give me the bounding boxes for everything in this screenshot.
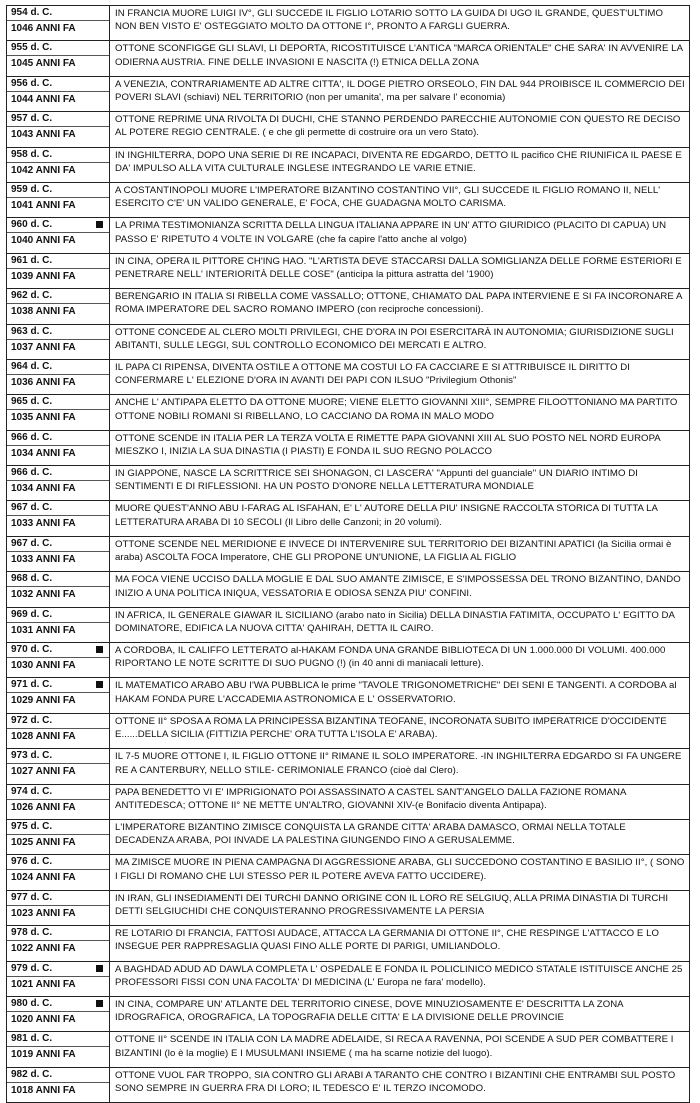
years-ago-label: 1032 ANNI FA [7, 586, 109, 602]
event-text: A CORDOBA, IL CALIFFO LETTERATO al-HAKAM FONDA UNA GRANDE BIBLIOTECA DI UN 1.000.000 DI VOLUMI. 400.000 RIPORTANO LE NOTE SCRITTE DI SUO PUGNO (!) (in 40 anni di maniacali letture). [110, 643, 690, 678]
date-cell [7, 643, 110, 678]
event-text: MA FOCA VIENE UCCISO DALLA MOGLIE E DAL SUO AMANTE ZIMISCE, E S'IMPOSSESSA DEL TRONO BIZANTINO, DANDO INIZIO A UNA POLITICA INIQUA, VESSATORIA E ODIOSA SENZA PIU' CONFINI. [110, 572, 690, 607]
years-ago-label: 1024 ANNI FA [7, 869, 109, 885]
event-text: OTTONE II° SPOSA A ROMA LA PRINCIPESSA BIZANTINA TEOFANE, INCORONATA SUBITO IMPERATRICE D'OCCIDENTE E......DELLA SICILIA (FITTIZIA PERCHE' ORA TUTTA L'ISOLA E' ARABA). [110, 713, 690, 748]
event-text: PAPA BENEDETTO VI E' IMPRIGIONATO POI ASSASSINATO A CASTEL SANT'ANGELO DALLA FAZIONE ROMANA ANTITEDESCA; OTTONE II° NE METTE UN'ALTRO, GIOVANNI XIV-(e Bonifacio diventa Antipapa). [110, 784, 690, 819]
years-ago-label: 1036 ANNI FA [7, 374, 109, 390]
year-label: 969 d. C. [11, 608, 53, 620]
years-ago-label: 1039 ANNI FA [7, 268, 109, 284]
year-label: 959 d. C. [11, 183, 53, 195]
years-ago-label: 1044 ANNI FA [7, 91, 109, 107]
year-label: 970 d. C. [11, 644, 53, 656]
year-label: 982 d. C. [11, 1068, 53, 1080]
table-row [7, 643, 690, 678]
date-cell [7, 819, 110, 854]
year-label: 974 d. C. [11, 785, 53, 797]
date-cell [7, 395, 110, 430]
years-ago-label: 1033 ANNI FA [7, 515, 109, 531]
year-label: 961 d. C. [11, 254, 53, 266]
date-cell [7, 359, 110, 394]
date-cell [7, 536, 110, 571]
table-row [7, 395, 690, 430]
years-ago-label: 1046 ANNI FA [7, 20, 109, 36]
event-text: OTTONE II° SCENDE IN ITALIA CON LA MADRE ADELAIDE, SI RECA A RAVENNA, POI SCENDE A SUD PER COMBATTERE I BIZANTINI (lo è la moglie) E I MUSULMANI INSIEME ( ma ha scarne notizie del luogo). [110, 1032, 690, 1067]
year-label: 967 d. C. [11, 537, 53, 549]
event-text: A BAGHDAD ADUD AD DAWLA COMPLETA L' OSPEDALE E FONDA IL POLICLINICO MEDICO STATALE ISTITUISCE ANCHE 25 PROFESSORI FISSI CON UNA FACOLTA' DI MEDICINA (L' Europa ne fara' modello). [110, 961, 690, 996]
event-text: OTTONE SCONFIGGE GLI SLAVI, LI DEPORTA, RICOSTITUISCE L'ANTICA "MARCA ORIENTALE" CHE SARA' IN AVVENIRE LA ODIERNA AUSTRIA. FINE DELLE INVASIONI E NASCITA (!) ETNICA DELLA ZONA [110, 41, 690, 76]
chronology-table [6, 5, 690, 1103]
years-ago-label: 1043 ANNI FA [7, 126, 109, 142]
table-row [7, 890, 690, 925]
years-ago-label: 1042 ANNI FA [7, 162, 109, 178]
table-row [7, 572, 690, 607]
years-ago-label: 1019 ANNI FA [7, 1046, 109, 1062]
highlight-square-icon [96, 965, 103, 972]
event-text: IL PAPA CI RIPENSA, DIVENTA OSTILE A OTTONE MA COSTUI LO FA CACCIARE E SI ATTRIBUISCE IL DIRITTO DI CONFERMARE L' ELEZIONE D'ORA IN AVANTI DEI PAPI CON ILSUO "Privilegium Othonis" [110, 359, 690, 394]
table-row [7, 289, 690, 324]
date-cell [7, 289, 110, 324]
event-text: BERENGARIO IN ITALIA SI RIBELLA COME VASSALLO; OTTONE, CHIAMATO DAL PAPA INTERVIENE E SI FA INCORONARE A ROMA IMPERATORE DEL SACRO ROMANO IMPERO (con reciproche concessioni). [110, 289, 690, 324]
table-row [7, 855, 690, 890]
date-cell [7, 749, 110, 784]
highlight-square-icon [96, 221, 103, 228]
date-cell [7, 890, 110, 925]
date-cell [7, 996, 110, 1031]
year-label: 981 d. C. [11, 1033, 53, 1045]
table-row [7, 41, 690, 76]
years-ago-label: 1038 ANNI FA [7, 303, 109, 319]
table-row [7, 536, 690, 571]
year-label: 967 d. C. [11, 502, 53, 514]
date-cell [7, 961, 110, 996]
year-label: 972 d. C. [11, 714, 53, 726]
date-cell [7, 112, 110, 147]
event-text: OTTONE VUOL FAR TROPPO, SIA CONTRO GLI ARABI A TARANTO CHE CONTRO I BIZANTINI CHE ENTRAMBI SUL POSTO SONO SEMPRE IN GUERRA FRA DI LORO; IL TEDESCO E' IL TERZO INCOMODO. [110, 1067, 690, 1102]
date-cell [7, 41, 110, 76]
date-cell [7, 678, 110, 713]
year-label: 976 d. C. [11, 856, 53, 868]
year-label: 957 d. C. [11, 113, 53, 125]
date-cell [7, 324, 110, 359]
table-row [7, 466, 690, 501]
table-row [7, 819, 690, 854]
years-ago-label: 1031 ANNI FA [7, 622, 109, 638]
year-label: 964 d. C. [11, 360, 53, 372]
event-text: OTTONE REPRIME UNA RIVOLTA DI DUCHI, CHE STANNO PERDENDO PARECCHIE AUTONOMIE CON QUESTO RE DECISO AL POTERE REGIO CENTRALE. ( e che gli permette di costruire ora un vero Stato). [110, 112, 690, 147]
event-text: ANCHE L' ANTIPAPA ELETTO DA OTTONE MUORE; VIENE ELETTO GIOVANNI XIII°, SEMPRE FILOOTTONIANO MA PARTITO OTTONE NOBILI ROMANI SI RIBELLANO, LO CACCIANO DA ROMA IN MALO MODO [110, 395, 690, 430]
table-row [7, 713, 690, 748]
table-row [7, 182, 690, 217]
years-ago-label: 1041 ANNI FA [7, 197, 109, 213]
year-label: 973 d. C. [11, 750, 53, 762]
year-label: 958 d. C. [11, 148, 53, 160]
date-cell [7, 607, 110, 642]
date-cell [7, 501, 110, 536]
date-cell [7, 466, 110, 501]
years-ago-label: 1045 ANNI FA [7, 55, 109, 71]
year-label: 962 d. C. [11, 290, 53, 302]
year-label: 971 d. C. [11, 679, 53, 691]
years-ago-label: 1040 ANNI FA [7, 232, 109, 248]
year-label: 977 d. C. [11, 891, 53, 903]
years-ago-label: 1037 ANNI FA [7, 339, 109, 355]
chronology-body [7, 6, 690, 1103]
event-text: IN FRANCIA MUORE LUIGI IV°, GLI SUCCEDE IL FIGLIO LOTARIO SOTTO LA GUIDA DI UGO IL GRANDE, QUEST'ULTIMO NON BEN VISTO E' OSTEGGIATO MOLTO DA OTTONE I°, PRONTO A FARGLI GUERRA. [110, 6, 690, 41]
event-text: OTTONE SCENDE NEL MERIDIONE E INVECE DI INTERVENIRE SUL TERRITORIO DEI BIZANTINI APATICI (la Sicilia ormai è araba) ASCOLTA FOCA Imperatore, CHE GLI PROPONE UN'UNIONE, LA FIGLIA AL FIGLIO [110, 536, 690, 571]
highlight-square-icon [96, 681, 103, 688]
table-row [7, 218, 690, 253]
table-row [7, 6, 690, 41]
years-ago-label: 1030 ANNI FA [7, 657, 109, 673]
highlight-square-icon [96, 646, 103, 653]
table-row [7, 961, 690, 996]
year-label: 965 d. C. [11, 396, 53, 408]
date-cell [7, 1032, 110, 1067]
event-text: MUORE QUEST'ANNO ABU I-FARAG AL ISFAHAN, E' L' AUTORE DELLA PIU' INSIGNE RACCOLTA STORICA DI TUTTA LA LETTERATURA ARABA DI 10 SECOLI (Il Libro delle Canzoni; in 20 volumi). [110, 501, 690, 536]
date-cell [7, 6, 110, 41]
table-row [7, 324, 690, 359]
years-ago-label: 1028 ANNI FA [7, 728, 109, 744]
year-label: 978 d. C. [11, 927, 53, 939]
table-row [7, 607, 690, 642]
years-ago-label: 1023 ANNI FA [7, 905, 109, 921]
table-row [7, 76, 690, 111]
years-ago-label: 1018 ANNI FA [7, 1082, 109, 1098]
event-text: OTTONE SCENDE IN ITALIA PER LA TERZA VOLTA E RIMETTE PAPA GIOVANNI XIII AL SUO POSTO NEL NORD EUROPA MIESZKO I, INIZIA LA SUA DINASTIA (I PIASTI) E FONDA IL SUO REGNO POLACCO [110, 430, 690, 465]
years-ago-label: 1025 ANNI FA [7, 834, 109, 850]
year-label: 960 d. C. [11, 219, 53, 231]
year-label: 956 d. C. [11, 77, 53, 89]
date-cell [7, 76, 110, 111]
year-label: 979 d. C. [11, 962, 53, 974]
event-text: A VENEZIA, CONTRARIAMENTE AD ALTRE CITTA', IL DOGE PIETRO ORSEOLO, FIN DAL 944 PROIBISCE IL COMMERCIO DEI POVERI SLAVI (schiavi) NEL TERRITORIO (non per umanita', ma per salvare l' economia) [110, 76, 690, 111]
table-row [7, 678, 690, 713]
event-text: IN CINA, COMPARE UN' ATLANTE DEL TERRITORIO CINESE, DOVE MINUZIOSAMENTE E' DESCRITTA LA ZONA IDROGRAFICA, OROGRAFICA, LA TOPOGRAFIA DELLE CITTA' E LA DIVISIONE DELLE PROVINCIE [110, 996, 690, 1031]
table-row [7, 1032, 690, 1067]
date-cell [7, 147, 110, 182]
chronology-table-wrapper [6, 5, 690, 1103]
date-cell [7, 430, 110, 465]
years-ago-label: 1035 ANNI FA [7, 409, 109, 425]
year-label: 968 d. C. [11, 573, 53, 585]
year-label: 966 d. C. [11, 431, 53, 443]
event-text: LA PRIMA TESTIMONIANZA SCRITTA DELLA LINGUA ITALIANA APPARE IN UN' ATTO GIURIDICO (PLACITO DI CAPUA) UN PASSO E' RIPETUTO 4 VOLTE IN VOLGARE (che fa capire l'atto anche al volgo) [110, 218, 690, 253]
years-ago-label: 1020 ANNI FA [7, 1011, 109, 1027]
year-label: 954 d. C. [11, 7, 53, 18]
date-cell [7, 784, 110, 819]
event-text: RE LOTARIO DI FRANCIA, FATTOSI AUDACE, ATTACCA LA GERMANIA DI OTTONE II°, CHE RESPINGE L'ATTACCO E LO INSEGUE PER RAPPRESAGLIA QUASI FINO ALLE PORTE DI PARIGI, UMILIANDOLO. [110, 926, 690, 961]
table-row [7, 926, 690, 961]
year-label: 955 d. C. [11, 42, 53, 54]
event-text: MA ZIMISCE MUORE IN PIENA CAMPAGNA DI AGGRESSIONE ARABA, GLI SUCCEDONO COSTANTINO E BASILIO II°, ( SONO I FIGLI DI ROMANO CHE LUI STESSO PER IL POTERE AVEVA FATTO UCCIDERE). [110, 855, 690, 890]
table-row [7, 359, 690, 394]
event-text: IN AFRICA, IL GENERALE GIAWAR IL SICILIANO (arabo nato in Sicilia) DELLA DINASTIA FATIMITA, OCCUPATO L' EGITTO DA DOMINATORE, EDIFICA LA NUOVA CITTA' QAHIRAH, DETTA IL CAIRO. [110, 607, 690, 642]
table-row [7, 996, 690, 1031]
years-ago-label: 1021 ANNI FA [7, 976, 109, 992]
year-label: 966 d. C. [11, 467, 53, 479]
event-text: IN CINA, OPERA IL PITTORE CH'ING HAO. "L'ARTISTA DEVE STACCARSI DALLA SOMIGLIANZA DELLE FORME ESTERIORI E PENETRARE NELL' INTERIORITÀ DELLE COSE" (anticipa la pittura astratta del '1900) [110, 253, 690, 288]
event-text: IL 7-5 MUORE OTTONE I, IL FIGLIO OTTONE II° RIMANE IL SOLO IMPERATORE. -IN INGHILTERRA EDGARDO SI FA UNGERE RE A CANTERBURY, NELLO STILE- CERIMONIALE FRANCO (cioè dal Clero). [110, 749, 690, 784]
event-text: IN INGHILTERRA, DOPO UNA SERIE DI RE INCAPACI, DIVENTA RE EDGARDO, DETTO IL pacifico CHE RIUNIFICA IL PAESE E DA' IMPULSO ALLA VITA CULTURALE INGLESE INTEGRANDO LE VARIE ETNIE. [110, 147, 690, 182]
years-ago-label: 1022 ANNI FA [7, 940, 109, 956]
table-row [7, 430, 690, 465]
event-text: IN IRAN, GLI INSEDIAMENTI DEI TURCHI DANNO ORIGINE CON IL LORO RE SELGIUQ, ALLA PRIMA DINASTIA DI TURCHI DETTI SELGIUCHIDI CHE CONQUISTERANNO PROGRESSIVAMENTE LA PERSIA [110, 890, 690, 925]
date-cell [7, 218, 110, 253]
years-ago-label: 1034 ANNI FA [7, 445, 109, 461]
table-row [7, 784, 690, 819]
date-cell [7, 713, 110, 748]
year-label: 975 d. C. [11, 820, 53, 832]
date-cell [7, 253, 110, 288]
years-ago-label: 1027 ANNI FA [7, 763, 109, 779]
year-label: 963 d. C. [11, 325, 53, 337]
highlight-square-icon [96, 1000, 103, 1007]
table-row [7, 749, 690, 784]
event-text: A COSTANTINOPOLI MUORE L'IMPERATORE BIZANTINO COSTANTINO VII°, GLI SUCCEDE IL FIGLIO ROMANO II, NELL' ESERCITO C'E' UN VALIDO GENERALE, E' FOCA, CHE GUADAGNA MOLTO CARISMA. [110, 182, 690, 217]
event-text: L'IMPERATORE BIZANTINO ZIMISCE CONQUISTA LA GRANDE CITTA' ARABA DAMASCO, ORMAI NELLA TOTALE DECADENZA ARABA, POI INVADE LA PALESTINA GIUNGENDO FINO A GERUSALEMME. [110, 819, 690, 854]
year-label: 980 d. C. [11, 997, 53, 1009]
event-text: IN GIAPPONE, NASCE LA SCRITTRICE SEI SHONAGON, CI LASCERA' "Appunti del guanciale" UN DIARIO INTIMO DI SENTIMENTI E DI RIFLESSIONI. HA UN POSTO D'ONORE NELLA LETTERATURA MONDIALE [110, 466, 690, 501]
table-row [7, 253, 690, 288]
table-row [7, 147, 690, 182]
years-ago-label: 1033 ANNI FA [7, 551, 109, 567]
years-ago-label: 1026 ANNI FA [7, 799, 109, 815]
years-ago-label: 1029 ANNI FA [7, 692, 109, 708]
date-cell [7, 572, 110, 607]
event-text: OTTONE CONCEDE AL CLERO MOLTI PRIVILEGI, CHE D'ORA IN POI ESERCITARÀ IN AUTONOMIA; GIURISDIZIONE SUGLI ABITANTI, SULLE LEGGI, SUL CONTROLLO ECONOMICO DEI MERCATI E ALTRO. [110, 324, 690, 359]
table-row [7, 112, 690, 147]
date-cell [7, 1067, 110, 1102]
event-text: IL MATEMATICO ARABO ABU I'WA PUBBLICA le prime "TAVOLE TRIGONOMETRICHE" DEI SENI E TANGENTI. A CORDOBA al HAKAM FONDA PURE L'ACCADEMIA ASTRONOMICA E L' OSSERVATORIO. [110, 678, 690, 713]
date-cell [7, 855, 110, 890]
date-cell [7, 926, 110, 961]
years-ago-label: 1034 ANNI FA [7, 480, 109, 496]
table-row [7, 501, 690, 536]
table-row [7, 1067, 690, 1102]
date-cell [7, 182, 110, 217]
